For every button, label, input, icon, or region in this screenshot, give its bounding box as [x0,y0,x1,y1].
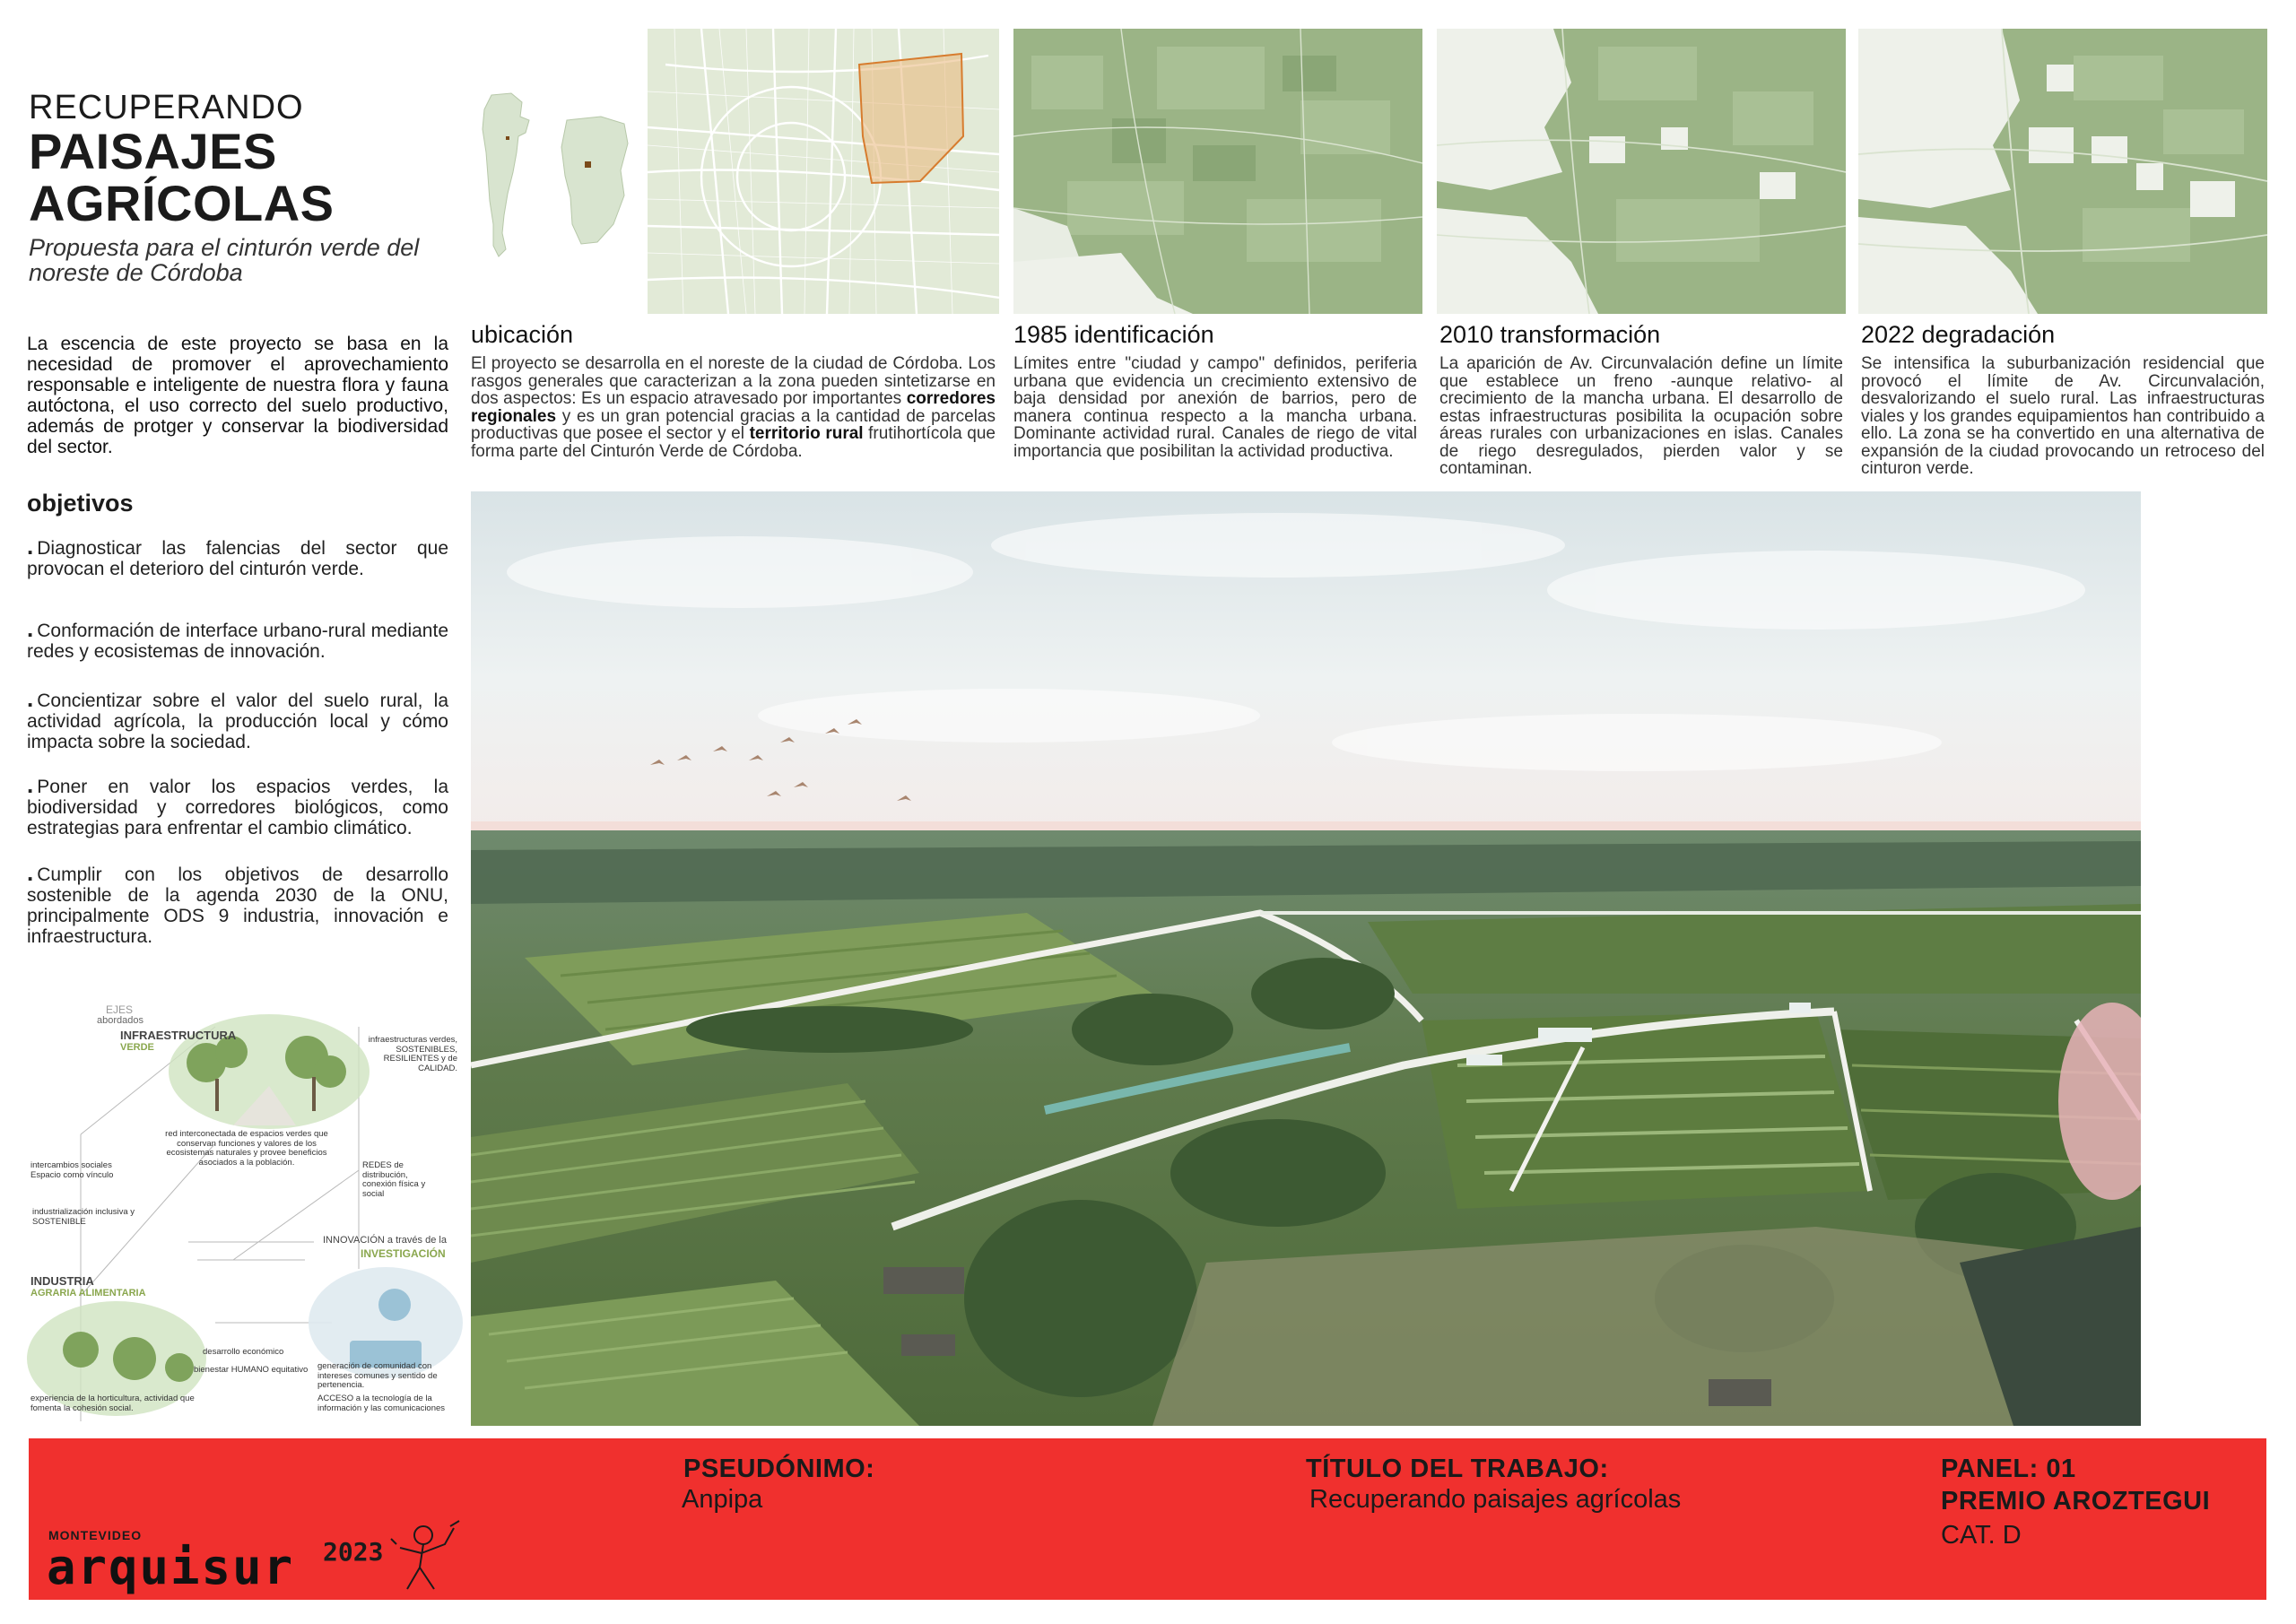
bullet-dot-icon: . [27,771,34,798]
aerial-photo [471,491,2141,1426]
caption-2022-title: 2022 degradación [1861,321,2056,348]
footer-bar [29,1438,2266,1600]
caption-2022 [1861,319,2265,478]
category-label: CAT. D [1941,1521,2022,1550]
subtitle-line-2: noreste de Córdoba [29,259,243,286]
objective-item [27,615,448,662]
sketch-figure-icon [387,1517,468,1594]
title-line-2: PAISAJES AGRÍCOLAS [29,123,335,231]
brand-city: MONTEVIDEO [48,1528,143,1542]
diagram-abordados: abordados [97,1015,144,1026]
cordoba-outline [561,117,628,244]
map-1985 [1013,29,1422,314]
cordoba-marker [585,161,591,168]
bullet-dot-icon: . [27,685,34,712]
caption-2010-title: 2010 transformación [1439,321,1661,348]
diagram-red-desc: red interconectada de espacios verdes que conservan funciones y valores de los ecosistemas naturales y provee beneficios asociados a la población. [165,1129,328,1168]
objective-item [27,771,448,838]
titulo-label: TÍTULO DEL TRABAJO: [1306,1455,1609,1483]
pseudonimo-label: PSEUDÓNIMO: [683,1455,875,1483]
locator-maps [466,90,646,260]
diagram-verde: VERDE [120,1042,154,1053]
brand-year: 2023 [323,1537,384,1567]
caption-1985 [1013,319,1417,460]
caption-ubicacion-title: ubicación [471,321,574,348]
caption-ubicacion-text-a: El proyecto se desarrolla en el noreste de la ciudad de Córdoba. Los rasgos generales que caracterizan a la zona pueden sintetizarse en dos aspectos: Es un espacio atravesado por importantes [471,354,996,408]
diagram-innovacion: INNOVACIÓN a través de la [323,1235,447,1246]
objective-text: Concientizar sobre el valor del suelo rural, la actividad agrícola, la producción local y cómo impacta sobre la sociedad. [27,690,448,752]
caption-ubicacion-bold-b: territorio rural [749,424,864,443]
caption-1985-text: Límites entre "ciudad y campo" definidos, periferia urbana que evidencia un crecimiento extensivo de baja densidad por anexión de barrios, pero de manera continua respecto a la mancha urbana. Dominante actividad rural. Canales de riego de vital importancia que posibilitan la actividad productiva. [1013,354,1417,461]
diagram-generacion: generación de comunidad con intereses comunes y sentido de pertenencia. [317,1361,438,1390]
panel-number: PANEL: 01 [1941,1455,2076,1483]
diagram-acceso: ACCESO a la tecnología de la información y las comunicaciones [317,1394,446,1413]
subtitle-line-1: Propuesta para el cinturón verde del [29,234,420,261]
diagram-agraria: AGRARIA ALIMENTARIA [30,1288,146,1298]
objective-text: Conformación de interface urbano-rural mediante redes y ecosistemas de innovación. [27,621,448,662]
bullet-dot-icon: . [27,533,34,560]
caption-ubicacion-text-c: frutihortícola que forma parte del Cinturón Verde de Córdoba. [471,424,996,461]
caption-ubicacion [471,319,996,460]
objective-item [27,685,448,752]
pseudonimo-value: Anpipa [682,1485,763,1514]
argentina-marker [506,136,509,140]
diagram-experiencia: experiencia de la horticultura, actividad que fomenta la cohesión social. [30,1394,195,1413]
caption-ubicacion-bold-a: corredores regionales [471,389,996,426]
caption-ubicacion-text-b: y es un gran potencial gracias a la cantidad de parcelas productivas que posee el sector y el [471,406,996,443]
title-line-1: RECUPERANDO [29,89,304,126]
axes-diagram [27,1000,466,1421]
objective-text: Poner en valor los espacios verdes, la biodiversidad y corredores biológicos, como estrategias para enfrentar el cambio climático. [27,777,448,838]
diagram-ejes: EJES [106,1003,134,1016]
objective-item [27,859,448,947]
title-block [29,90,468,285]
diagram-redes: REDES de distribución, conexión física y social [362,1160,426,1199]
diagram-infra-title: INFRAESTRUCTURA [120,1029,237,1042]
diagram-intercambios: intercambios sociales Espacio como vínculo [30,1160,114,1180]
premio-label: PREMIO AROZTEGUI [1941,1487,2211,1515]
diagram-infra-desc: infraestructuras verdes, SOSTENIBLES, RESILIENTES y de CALIDAD. [368,1035,457,1073]
caption-ubicacion-text [471,355,996,460]
caption-1985-title: 1985 identificación [1013,321,1214,348]
map-ubicacion [648,29,999,314]
objective-item [27,533,448,579]
caption-2022-text: Se intensifica la suburbanización residencial que provocó el límite de Av. Circunvalación, desvalorizando el suelo rural. Las infraestructuras viales y los grandes equipamientos han contribuido a ello. La zona se ha convertido en una alternativa de expansión de la ciudad provocando un retroceso del cinturon verde. [1861,354,2265,478]
map-2010 [1437,29,1846,314]
diagram-industrializacion: industrialización inclusiva y SOSTENIBLE [32,1207,135,1227]
diagram-desarrollo: desarrollo económico [203,1347,284,1357]
caption-2010 [1439,319,1843,478]
brand-name: arquisur [47,1539,295,1595]
argentina-outline [483,93,529,256]
diagram-investigacion: INVESTIGACIÓN [361,1247,446,1260]
objective-text: Cumplir con los objetivos de desarrollo sostenible de la agenda 2030 de la ONU, principalmente ODS 9 industria, innovación e infraestructura. [27,864,448,947]
objective-text: Diagnosticar las falencias del sector que provocan el deterioro del cinturón verde. [27,538,448,579]
bullet-dot-icon: . [27,859,34,886]
diagram-industria: INDUSTRIA [30,1274,94,1288]
intro-text: La escencia de este proyecto se basa en la necesidad de promover el aprovechamiento responsable e inteligente de nuestra flora y fauna autóctona, el uso correcto del suelo productivo, además de protger y conservar la biodiversidad del sector. [27,334,448,457]
map-2022 [1858,29,2267,314]
bullet-dot-icon: . [27,615,34,642]
titulo-value: Recuperando paisajes agrícolas [1309,1485,1682,1514]
objectives-title: objetivos [27,490,134,517]
caption-2010-text: La aparición de Av. Circunvalación define un límite que establece un freno -aunque relativo- al crecimiento de la mancha urbana. El desarrollo de estas infraestructuras posibilita la ocupación sobre áreas rurales con urbanizaciones en islas. Canales de riego desregulados, pierden valor y se contaminan. [1439,354,1843,478]
diagram-bienestar: bienestar HUMANO equitativo [194,1365,309,1375]
